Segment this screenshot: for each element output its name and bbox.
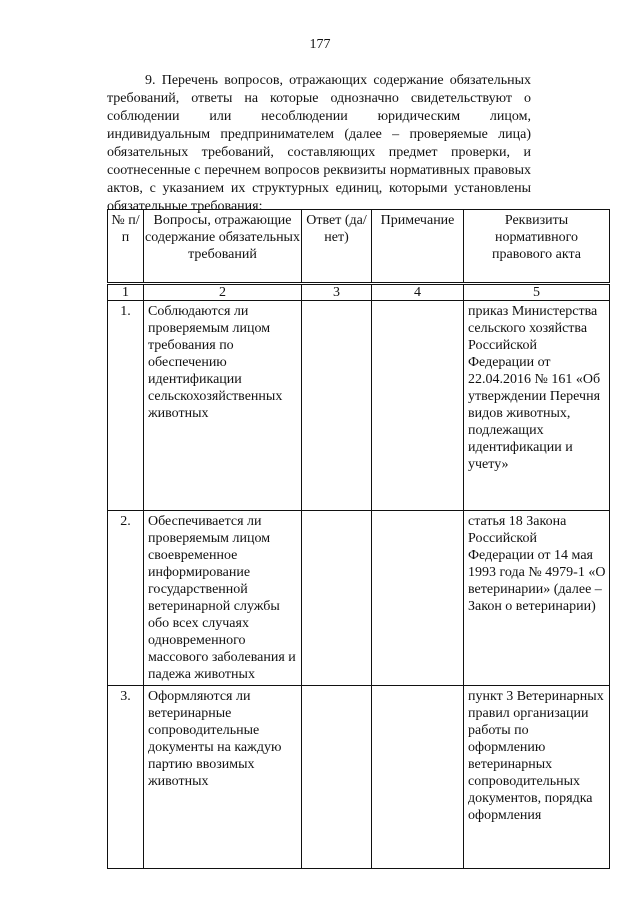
header-answer: Ответ (да/нет)	[302, 210, 372, 283]
header-reference: Реквизиты нормативного правового акта	[464, 210, 610, 283]
row-note	[372, 686, 464, 869]
row-note	[372, 511, 464, 686]
row-question: Соблюдаются ли проверяемым лицом требования по обеспечению идентификации сельскохозяйственных животных	[144, 301, 302, 511]
table-row	[108, 301, 610, 511]
row-number: 3.	[108, 686, 144, 869]
column-number: 5	[464, 285, 610, 301]
row-answer	[302, 511, 372, 686]
column-number: 2	[144, 285, 302, 301]
row-reference: приказ Министерства сельского хозяйства Российской Федерации от 22.04.2016 № 161 «Об утверждении Перечня видов животных, подлежащих идентификации и учету»	[464, 301, 610, 511]
column-number: 4	[372, 285, 464, 301]
row-reference: статья 18 Закона Российской Федерации от 14 мая 1993 года № 4979-1 «О ветеринарии» (далее – Закон о ветеринарии)	[464, 511, 610, 686]
row-answer	[302, 301, 372, 511]
table-row	[108, 511, 610, 686]
table-header	[107, 209, 610, 283]
intro-paragraph: 9. Перечень вопросов, отражающих содержание обязательных требований, ответы на которые однозначно свидетельствуют о соблюдении или несоблюдении юридическим лицом, индивидуальным предпринимателем (далее – проверяемые лица) обязательных требований, составляющих предмет проверки, и соотнесенные с перечнем вопросов реквизиты нормативных правовых актов, с указанием их структурных единиц, которыми установлены обязательные требования:	[107, 73, 531, 214]
header-question: Вопросы, отражающие содержание обязательных требований	[144, 210, 302, 283]
row-answer	[302, 686, 372, 869]
row-number: 2.	[108, 511, 144, 686]
row-question: Обеспечивается ли проверяемым лицом своевременное информирование государственной ветеринарной службы обо всех случаях одновременного массового заболевания и падежа животных	[144, 511, 302, 686]
column-number: 1	[108, 285, 144, 301]
header-num: № п/п	[108, 210, 144, 283]
page-number: 177	[309, 37, 331, 52]
requirements-table	[107, 284, 610, 869]
column-number-row	[108, 285, 610, 301]
column-number: 3	[302, 285, 372, 301]
row-number: 1.	[108, 301, 144, 511]
row-note	[372, 301, 464, 511]
header-note: Примечание	[372, 210, 464, 283]
row-reference: пункт 3 Ветеринарных правил организации работы по оформлению ветеринарных сопроводительных документов, порядка оформления	[464, 686, 610, 869]
row-question: Оформляются ли ветеринарные сопроводительные документы на каждую партию ввозимых животных	[144, 686, 302, 869]
table-row	[108, 686, 610, 869]
